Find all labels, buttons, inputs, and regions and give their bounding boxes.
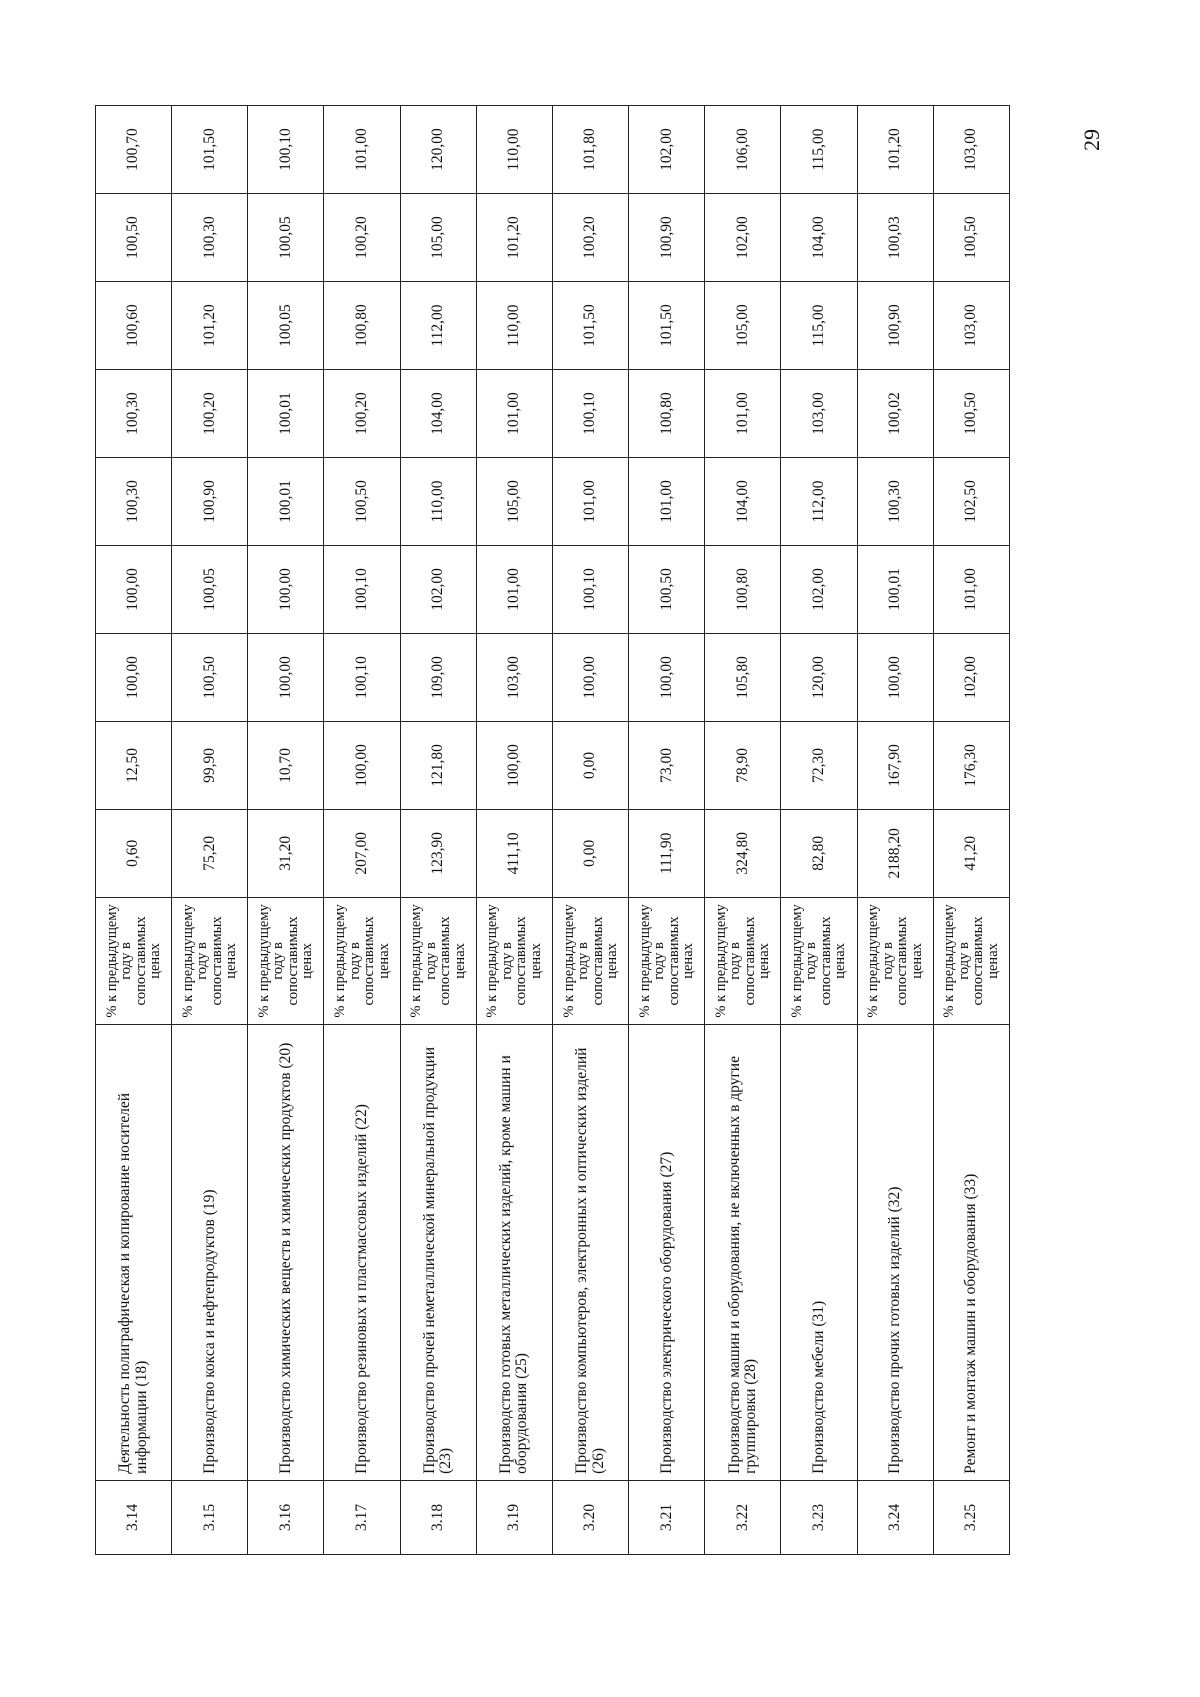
row-value-cell: 100,05 [172, 545, 248, 633]
row-value-cell: 112,00 [400, 282, 476, 370]
row-value-cell: 0,00 [552, 721, 628, 809]
row-value-cell: 99,90 [172, 721, 248, 809]
row-value-cell: 41,20 [933, 809, 1009, 897]
row-value-cell: 72,30 [781, 721, 857, 809]
row-unit-cell: % к предыдущему году в сопоставимых ценах [324, 897, 400, 1024]
row-code-cell: 3.17 [324, 1480, 400, 1554]
row-value-cell: 82,80 [781, 809, 857, 897]
row-unit-cell: % к предыдущему году в сопоставимых ценах [781, 897, 857, 1024]
row-unit-cell: % к предыдущему году в сопоставимых ценах [705, 897, 781, 1024]
row-value-cell: 100,30 [857, 458, 933, 546]
row-code-cell: 3.21 [629, 1480, 705, 1554]
row-value-cell: 100,80 [629, 370, 705, 458]
row-value-cell: 100,20 [324, 370, 400, 458]
row-value-cell: 78,90 [705, 721, 781, 809]
row-value-cell: 101,00 [552, 458, 628, 546]
row-value-cell: 105,80 [705, 633, 781, 721]
row-value-cell: 123,90 [400, 809, 476, 897]
row-value-cell: 100,00 [629, 633, 705, 721]
row-value-cell: 75,20 [172, 809, 248, 897]
indicators-table [95, 105, 1010, 1555]
table-row [400, 106, 476, 1555]
row-unit-cell: % к предыдущему году в сопоставимых ценах [96, 897, 172, 1024]
row-value-cell: 100,10 [324, 633, 400, 721]
row-value-cell: 100,01 [248, 458, 324, 546]
row-value-cell: 100,80 [705, 545, 781, 633]
row-value-cell: 100,90 [172, 458, 248, 546]
row-value-cell: 103,00 [933, 106, 1009, 194]
row-value-cell: 115,00 [781, 106, 857, 194]
row-value-cell: 100,01 [857, 545, 933, 633]
row-value-cell: 167,90 [857, 721, 933, 809]
row-value-cell: 100,20 [172, 370, 248, 458]
row-unit-cell: % к предыдущему году в сопоставимых ценах [552, 897, 628, 1024]
table-row [248, 106, 324, 1555]
row-value-cell: 100,10 [324, 545, 400, 633]
row-value-cell: 100,50 [629, 545, 705, 633]
row-value-cell: 101,00 [324, 106, 400, 194]
row-value-cell: 10,70 [248, 721, 324, 809]
row-code-cell: 3.15 [172, 1480, 248, 1554]
row-name-cell: Производство кокса и нефтепродуктов (19) [172, 1025, 248, 1481]
row-value-cell: 102,00 [400, 545, 476, 633]
row-value-cell: 101,20 [476, 194, 552, 282]
row-value-cell: 100,50 [96, 194, 172, 282]
row-unit-cell: % к предыдущему году в сопоставимых ценах [400, 897, 476, 1024]
row-value-cell: 101,50 [172, 106, 248, 194]
row-value-cell: 101,50 [552, 282, 628, 370]
row-value-cell: 101,80 [552, 106, 628, 194]
row-unit-cell: % к предыдущему году в сопоставимых ценах [248, 897, 324, 1024]
row-name-cell: Производство готовых металлических изделий, кроме машин и оборудования (25) [476, 1025, 552, 1481]
row-value-cell: 103,00 [476, 633, 552, 721]
row-value-cell: 105,00 [705, 282, 781, 370]
row-value-cell: 104,00 [781, 194, 857, 282]
table-row [172, 106, 248, 1555]
row-value-cell: 100,60 [96, 282, 172, 370]
row-value-cell: 115,00 [781, 282, 857, 370]
row-code-cell: 3.19 [476, 1480, 552, 1554]
row-value-cell: 12,50 [96, 721, 172, 809]
row-value-cell: 101,00 [629, 458, 705, 546]
row-name-cell: Производство электрического оборудования (27) [629, 1025, 705, 1481]
row-code-cell: 3.14 [96, 1480, 172, 1554]
page-number: 29 [1079, 129, 1104, 151]
row-value-cell: 101,00 [476, 545, 552, 633]
row-value-cell: 100,90 [857, 282, 933, 370]
table-row [629, 106, 705, 1555]
row-name-cell: Производство компьютеров, электронных и оптических изделий (26) [552, 1025, 628, 1481]
row-value-cell: 100,10 [552, 370, 628, 458]
row-value-cell: 100,90 [629, 194, 705, 282]
row-value-cell: 100,70 [96, 106, 172, 194]
row-code-cell: 3.24 [857, 1480, 933, 1554]
row-value-cell: 105,00 [400, 194, 476, 282]
row-value-cell: 100,03 [857, 194, 933, 282]
row-value-cell: 100,20 [552, 194, 628, 282]
row-name-cell: Производство резиновых и пластмассовых изделий (22) [324, 1025, 400, 1481]
row-value-cell: 101,00 [705, 370, 781, 458]
row-value-cell: 102,00 [781, 545, 857, 633]
row-value-cell: 120,00 [400, 106, 476, 194]
row-value-cell: 103,00 [781, 370, 857, 458]
row-value-cell: 100,50 [933, 194, 1009, 282]
table-row [476, 106, 552, 1555]
table-row [857, 106, 933, 1555]
row-value-cell: 100,02 [857, 370, 933, 458]
row-value-cell: 100,00 [552, 633, 628, 721]
row-code-cell: 3.25 [933, 1480, 1009, 1554]
table-row [933, 106, 1009, 1555]
row-unit-cell: % к предыдущему году в сопоставимых ценах [629, 897, 705, 1024]
row-value-cell: 100,20 [324, 194, 400, 282]
row-name-cell: Ремонт и монтаж машин и оборудования (33) [933, 1025, 1009, 1481]
row-value-cell: 120,00 [781, 633, 857, 721]
row-value-cell: 104,00 [400, 370, 476, 458]
row-code-cell: 3.18 [400, 1480, 476, 1554]
row-value-cell: 100,50 [172, 633, 248, 721]
row-value-cell: 324,80 [705, 809, 781, 897]
row-value-cell: 106,00 [705, 106, 781, 194]
row-value-cell: 100,00 [248, 633, 324, 721]
row-code-cell: 3.23 [781, 1480, 857, 1554]
row-value-cell: 100,05 [248, 282, 324, 370]
row-name-cell: Производство машин и оборудования, не включенных в другие группировки (28) [705, 1025, 781, 1481]
table-row [324, 106, 400, 1555]
row-code-cell: 3.22 [705, 1480, 781, 1554]
row-value-cell: 112,00 [781, 458, 857, 546]
row-value-cell: 104,00 [705, 458, 781, 546]
row-unit-cell: % к предыдущему году в сопоставимых ценах [172, 897, 248, 1024]
row-code-cell: 3.16 [248, 1480, 324, 1554]
row-value-cell: 103,00 [933, 282, 1009, 370]
row-name-cell: Деятельность полиграфическая и копирование носителей информации (18) [96, 1025, 172, 1481]
row-value-cell: 102,50 [933, 458, 1009, 546]
row-value-cell: 110,00 [476, 282, 552, 370]
row-unit-cell: % к предыдущему году в сопоставимых ценах [933, 897, 1009, 1024]
row-value-cell: 102,00 [705, 194, 781, 282]
row-value-cell: 101,50 [629, 282, 705, 370]
row-value-cell: 105,00 [476, 458, 552, 546]
row-value-cell: 100,10 [248, 106, 324, 194]
row-value-cell: 100,10 [552, 545, 628, 633]
row-value-cell: 73,00 [629, 721, 705, 809]
row-value-cell: 101,20 [172, 282, 248, 370]
row-value-cell: 100,30 [172, 194, 248, 282]
row-value-cell: 0,00 [552, 809, 628, 897]
row-name-cell: Производство прочей неметаллической минеральной продукции (23) [400, 1025, 476, 1481]
row-value-cell: 111,90 [629, 809, 705, 897]
row-value-cell: 31,20 [248, 809, 324, 897]
row-value-cell: 100,05 [248, 194, 324, 282]
row-value-cell: 102,00 [629, 106, 705, 194]
row-value-cell: 100,30 [96, 458, 172, 546]
row-value-cell: 101,00 [933, 545, 1009, 633]
row-name-cell: Производство прочих готовых изделий (32) [857, 1025, 933, 1481]
row-value-cell: 100,00 [324, 721, 400, 809]
row-value-cell: 411,10 [476, 809, 552, 897]
row-value-cell: 100,00 [248, 545, 324, 633]
row-name-cell: Производство мебели (31) [781, 1025, 857, 1481]
row-value-cell: 100,30 [96, 370, 172, 458]
row-value-cell: 110,00 [400, 458, 476, 546]
rotated-table-wrapper [95, 105, 1010, 1555]
row-value-cell: 101,00 [476, 370, 552, 458]
table-body [96, 106, 1010, 1555]
row-value-cell: 100,80 [324, 282, 400, 370]
row-value-cell: 100,00 [96, 633, 172, 721]
row-value-cell: 102,00 [933, 633, 1009, 721]
row-value-cell: 0,60 [96, 809, 172, 897]
row-value-cell: 100,00 [857, 633, 933, 721]
row-value-cell: 207,00 [324, 809, 400, 897]
row-unit-cell: % к предыдущему году в сопоставимых ценах [476, 897, 552, 1024]
row-value-cell: 100,50 [324, 458, 400, 546]
row-value-cell: 176,30 [933, 721, 1009, 809]
row-name-cell: Производство химических веществ и химических продуктов (20) [248, 1025, 324, 1481]
row-value-cell: 100,01 [248, 370, 324, 458]
row-value-cell: 101,20 [857, 106, 933, 194]
row-code-cell: 3.20 [552, 1480, 628, 1554]
row-value-cell: 2188,20 [857, 809, 933, 897]
row-value-cell: 100,00 [476, 721, 552, 809]
table-row [781, 106, 857, 1555]
row-value-cell: 121,80 [400, 721, 476, 809]
row-value-cell: 100,00 [96, 545, 172, 633]
row-value-cell: 109,00 [400, 633, 476, 721]
row-value-cell: 100,50 [933, 370, 1009, 458]
table-row [96, 106, 172, 1555]
row-unit-cell: % к предыдущему году в сопоставимых ценах [857, 897, 933, 1024]
table-row [705, 106, 781, 1555]
row-value-cell: 110,00 [476, 106, 552, 194]
table-row [552, 106, 628, 1555]
